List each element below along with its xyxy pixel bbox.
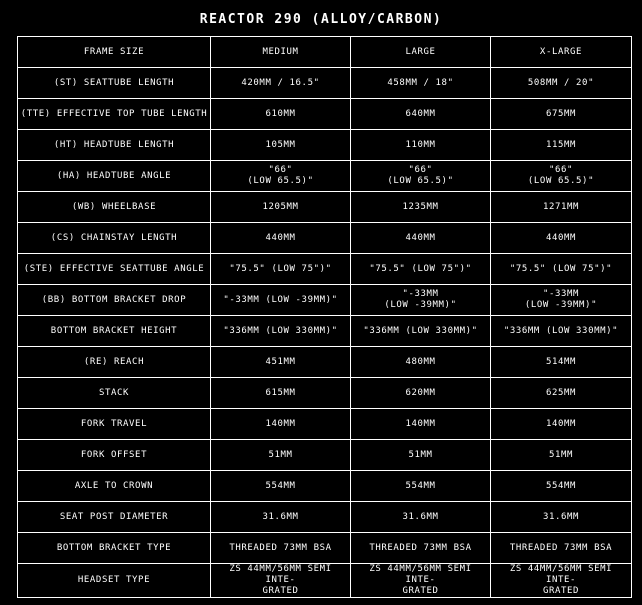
row-label: STACK xyxy=(18,378,211,409)
geometry-table xyxy=(17,36,632,598)
row-value: THREADED 73MM BSA xyxy=(351,533,491,564)
table-row xyxy=(18,130,632,161)
table-row xyxy=(18,471,632,502)
row-value: "75.5" (LOW 75")" xyxy=(351,254,491,285)
row-value: 440MM xyxy=(491,223,632,254)
row-value: 51MM xyxy=(351,440,491,471)
row-value: "75.5" (LOW 75")" xyxy=(211,254,351,285)
row-value: 508MM / 20" xyxy=(491,68,632,99)
table-row xyxy=(18,533,632,564)
row-value: 140MM xyxy=(351,409,491,440)
row-label: AXLE TO CROWN xyxy=(18,471,211,502)
row-value: 440MM xyxy=(211,223,351,254)
table-row xyxy=(18,502,632,533)
row-value: ZS 44MM/56MM SEMI INTE- GRATED xyxy=(491,564,632,598)
row-label: (RE) REACH xyxy=(18,347,211,378)
row-label: BOTTOM BRACKET HEIGHT xyxy=(18,316,211,347)
row-value: 420MM / 16.5" xyxy=(211,68,351,99)
row-value: 554MM xyxy=(491,471,632,502)
row-value: 1271MM xyxy=(491,192,632,223)
row-value: THREADED 73MM BSA xyxy=(491,533,632,564)
row-value: 675MM xyxy=(491,99,632,130)
row-value: 640MM xyxy=(351,99,491,130)
row-label: (TTE) EFFECTIVE TOP TUBE LENGTH xyxy=(18,99,211,130)
row-value: "66" (LOW 65.5)" xyxy=(211,161,351,192)
row-value: "-33MM (LOW -39MM)" xyxy=(211,285,351,316)
table-row xyxy=(18,285,632,316)
row-value: 140MM xyxy=(211,409,351,440)
row-value: 440MM xyxy=(351,223,491,254)
row-value: 451MM xyxy=(211,347,351,378)
row-value: "-33MM (LOW -39MM)" xyxy=(491,285,632,316)
row-value: 458MM / 18" xyxy=(351,68,491,99)
table-row xyxy=(18,409,632,440)
row-value: 51MM xyxy=(211,440,351,471)
row-value: 514MM xyxy=(491,347,632,378)
table-row xyxy=(18,68,632,99)
row-label: (STE) EFFECTIVE SEATTUBE ANGLE xyxy=(18,254,211,285)
row-value: 480MM xyxy=(351,347,491,378)
table-row xyxy=(18,440,632,471)
row-value: 115MM xyxy=(491,130,632,161)
row-value: 51MM xyxy=(491,440,632,471)
table-row xyxy=(18,347,632,378)
row-value: 1205MM xyxy=(211,192,351,223)
header-size-large: LARGE xyxy=(351,37,491,68)
table-row xyxy=(18,99,632,130)
table-row xyxy=(18,161,632,192)
row-value: "336MM (LOW 330MM)" xyxy=(491,316,632,347)
row-value: 610MM xyxy=(211,99,351,130)
row-value: "66" (LOW 65.5)" xyxy=(491,161,632,192)
row-value: 31.6MM xyxy=(351,502,491,533)
table-row xyxy=(18,564,632,598)
table-row xyxy=(18,223,632,254)
row-label: SEAT POST DIAMETER xyxy=(18,502,211,533)
row-label: (ST) SEATTUBE LENGTH xyxy=(18,68,211,99)
row-value: "-33MM (LOW -39MM)" xyxy=(351,285,491,316)
page-title: REACTOR 290 (ALLOY/CARBON) xyxy=(199,12,443,27)
row-label: BOTTOM BRACKET TYPE xyxy=(18,533,211,564)
row-label: FORK OFFSET xyxy=(18,440,211,471)
row-value: THREADED 73MM BSA xyxy=(211,533,351,564)
row-value: 31.6MM xyxy=(211,502,351,533)
table-row xyxy=(18,254,632,285)
row-label: HEADSET TYPE xyxy=(18,564,211,598)
header-size-medium: MEDIUM xyxy=(211,37,351,68)
row-label: (HT) HEADTUBE LENGTH xyxy=(18,130,211,161)
row-value: 620MM xyxy=(351,378,491,409)
row-label: (CS) CHAINSTAY LENGTH xyxy=(18,223,211,254)
table-row xyxy=(18,378,632,409)
row-label: FORK TRAVEL xyxy=(18,409,211,440)
row-value: 554MM xyxy=(211,471,351,502)
row-value: 140MM xyxy=(491,409,632,440)
row-value: "66" (LOW 65.5)" xyxy=(351,161,491,192)
row-label: (HA) HEADTUBE ANGLE xyxy=(18,161,211,192)
table-header-row xyxy=(18,37,632,68)
row-value: 110MM xyxy=(351,130,491,161)
row-label: (WB) WHEELBASE xyxy=(18,192,211,223)
row-value: ZS 44MM/56MM SEMI INTE- GRATED xyxy=(211,564,351,598)
table-row xyxy=(18,316,632,347)
row-value: "75.5" (LOW 75")" xyxy=(491,254,632,285)
header-size-x-large: X-LARGE xyxy=(491,37,632,68)
row-value: 554MM xyxy=(351,471,491,502)
row-value: 105MM xyxy=(211,130,351,161)
row-value: "336MM (LOW 330MM)" xyxy=(351,316,491,347)
row-value: 615MM xyxy=(211,378,351,409)
header-frame-size-label: FRAME SIZE xyxy=(18,37,211,68)
row-value: "336MM (LOW 330MM)" xyxy=(211,316,351,347)
row-label: (BB) BOTTOM BRACKET DROP xyxy=(18,285,211,316)
row-value: ZS 44MM/56MM SEMI INTE- GRATED xyxy=(351,564,491,598)
row-value: 31.6MM xyxy=(491,502,632,533)
row-value: 625MM xyxy=(491,378,632,409)
table-row xyxy=(18,192,632,223)
row-value: 1235MM xyxy=(351,192,491,223)
